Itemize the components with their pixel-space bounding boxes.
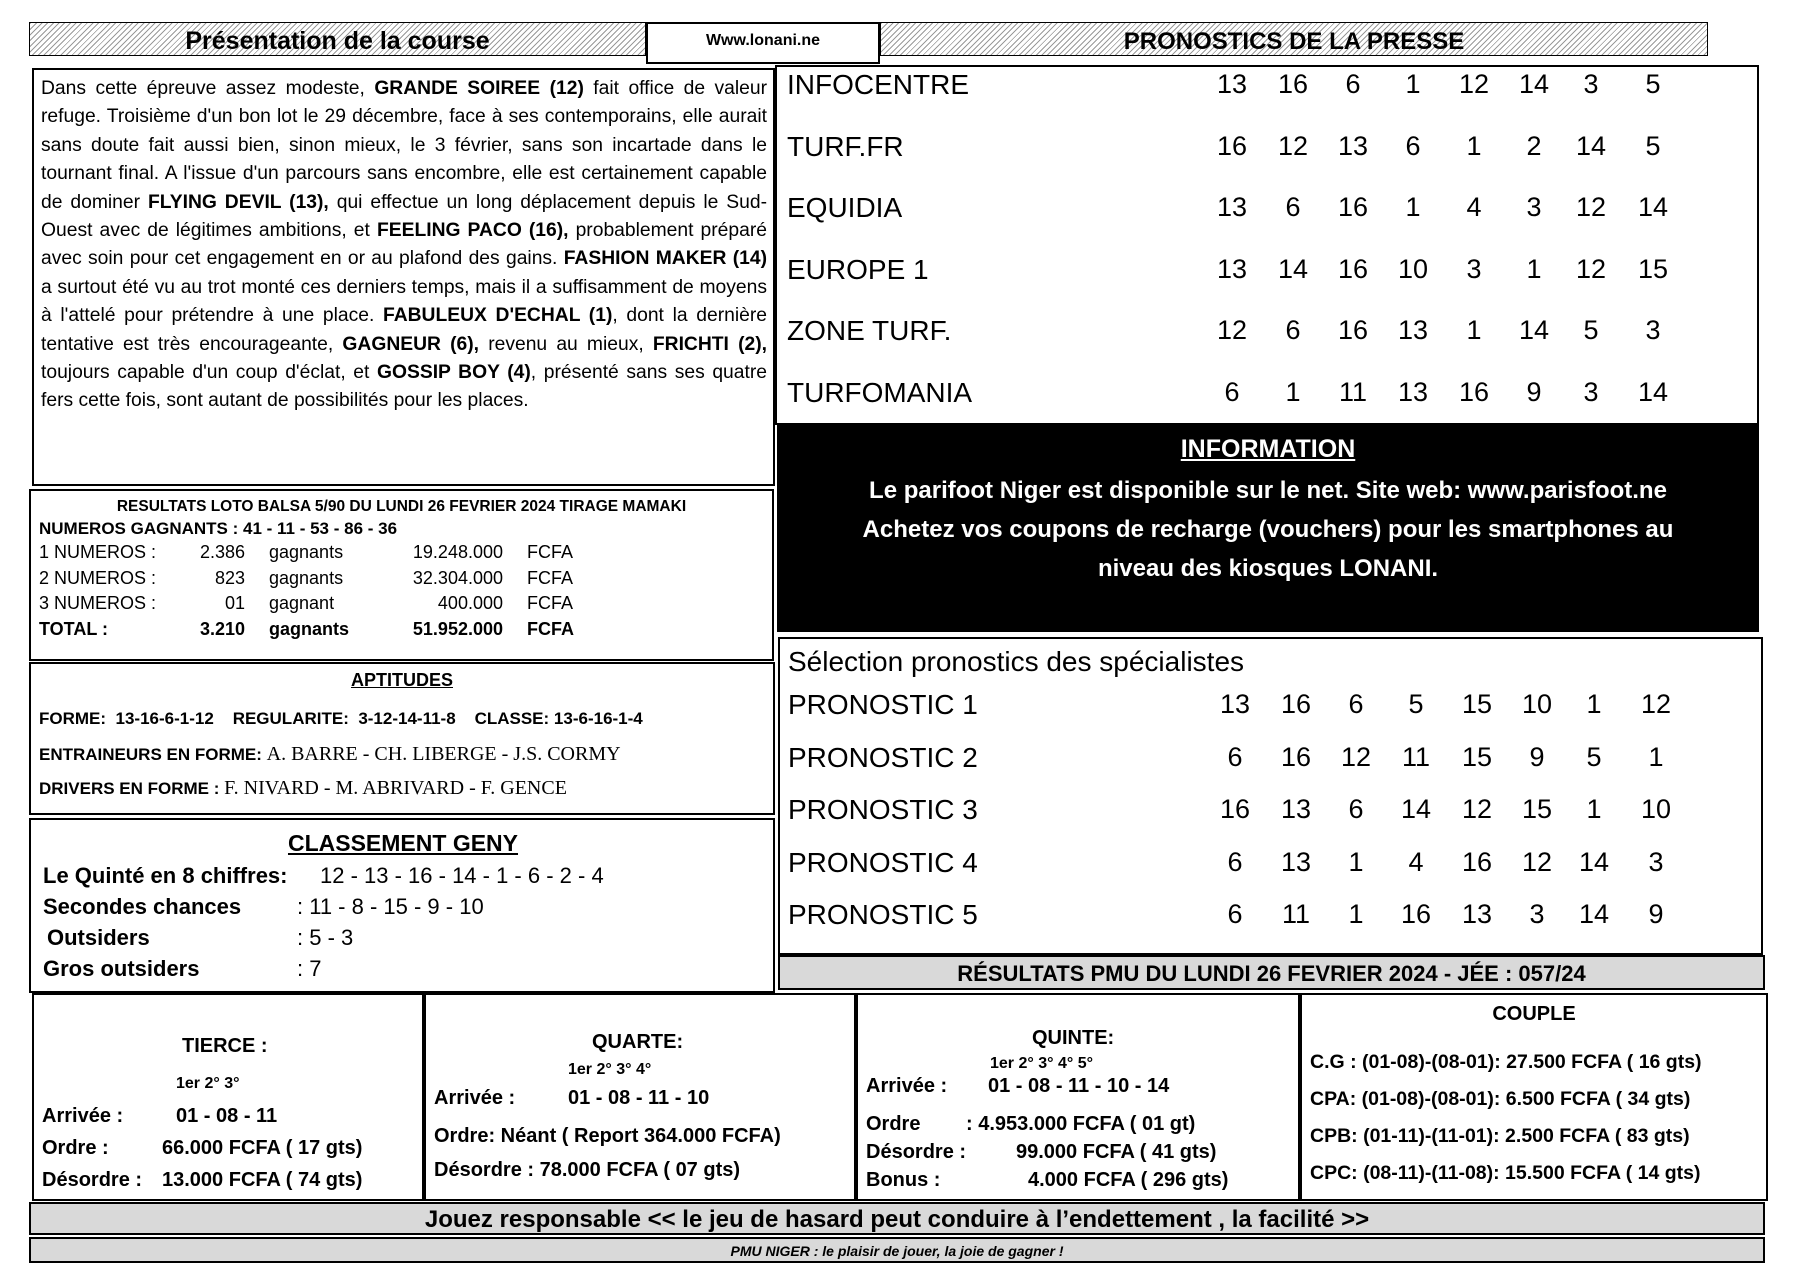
loto-row-count: 3.210 bbox=[199, 618, 245, 639]
horse-name: GOSSIP BOY (4) bbox=[376, 362, 531, 384]
press-number: 3 bbox=[1526, 192, 1542, 222]
press-number: 12 bbox=[1575, 253, 1607, 284]
selection-pronostic-name: PRONOSTIC 2 bbox=[788, 741, 978, 773]
selection-number: 12 bbox=[1521, 846, 1553, 877]
press-number: 12 bbox=[1216, 315, 1248, 345]
classement-geny bbox=[29, 818, 775, 993]
loto-results bbox=[29, 489, 774, 661]
press-number: 16 bbox=[1337, 315, 1369, 345]
loto-row-word: gagnants bbox=[269, 618, 350, 639]
classe-value: 13-6-16-1-4 bbox=[553, 709, 643, 728]
press-number: 4 bbox=[1466, 192, 1482, 222]
aptitudes-title: APTITUDES bbox=[350, 670, 453, 690]
loto-row-amount: 19.248.000 bbox=[412, 542, 503, 562]
quinte-bonus-label: Bonus : bbox=[866, 1169, 941, 1191]
selection-number: 14 bbox=[1578, 899, 1610, 929]
press-number: 1 bbox=[1405, 192, 1421, 222]
press-number: 5 bbox=[1645, 130, 1661, 161]
horse-name: FRICHTI (2), bbox=[652, 333, 767, 355]
footer-slogan: PMU NIGER : le plaisir de jouer, la joie de gagner ! bbox=[29, 1237, 1765, 1263]
selection-number: 1 bbox=[1586, 794, 1602, 824]
presentation-text bbox=[41, 75, 767, 416]
couple-box bbox=[1300, 993, 1768, 1201]
selection-number: 6 bbox=[1348, 794, 1364, 824]
quinte-desordre-label: Désordre : bbox=[866, 1141, 967, 1163]
press-row bbox=[777, 252, 1757, 302]
press-source-name: TURF.FR bbox=[787, 130, 904, 162]
presentation-segment: qui effectue un long déplacement depuis le Sud-Ouest avec de légitimes ambitions, et bbox=[41, 191, 767, 242]
selection-number: 14 bbox=[1400, 794, 1432, 824]
regularite-value: 3-12-14-11-8 bbox=[358, 709, 456, 728]
press-number: 3 bbox=[1583, 69, 1599, 99]
couple-row: CPA: (01-08)-(08-01): 6.500 FCFA ( 34 gts) bbox=[1310, 1088, 1691, 1110]
press-number: 16 bbox=[1277, 69, 1309, 99]
forme-label: FORME: bbox=[39, 709, 107, 728]
presentation-header bbox=[29, 22, 646, 56]
selection-number: 16 bbox=[1400, 899, 1432, 929]
press-row bbox=[777, 129, 1757, 179]
selection-number: 10 bbox=[1640, 794, 1672, 824]
selection-number: 16 bbox=[1280, 741, 1312, 772]
press-source-name: INFOCENTRE bbox=[787, 69, 969, 100]
press-number: 10 bbox=[1397, 253, 1429, 284]
selection-row bbox=[780, 794, 1761, 842]
classement-value: 12 - 13 - 16 - 14 - 1 - 6 - 2 - 4 bbox=[320, 863, 604, 888]
quinte-box bbox=[856, 993, 1300, 1201]
press-number: 6 bbox=[1285, 192, 1301, 222]
tierce-arrivee-label: Arrivée : bbox=[42, 1105, 124, 1127]
forme-value: 13-16-6-1-12 bbox=[115, 709, 214, 728]
press-number: 13 bbox=[1216, 192, 1248, 222]
press-number: 13 bbox=[1397, 315, 1429, 345]
quinte-title: QUINTE: bbox=[1032, 1027, 1115, 1049]
selection-number: 12 bbox=[1461, 794, 1493, 824]
presentation-segment: revenu au mieux, bbox=[479, 333, 653, 355]
information-box bbox=[777, 425, 1759, 632]
loto-row-word: gagnants bbox=[269, 567, 344, 588]
tierce-title: TIERCE : bbox=[182, 1035, 268, 1057]
presentation-segment: probablement préparé avec soin pour cet engagement en or au plafond des gains. bbox=[41, 220, 767, 270]
selection-number: 5 bbox=[1586, 741, 1602, 772]
selection-row bbox=[780, 689, 1761, 737]
selection-pronostic-name: PRONOSTIC 1 bbox=[788, 689, 978, 720]
selection-pronostic-name: PRONOSTIC 5 bbox=[788, 899, 978, 930]
press-number: 16 bbox=[1216, 130, 1248, 161]
selection-number: 11 bbox=[1281, 899, 1311, 929]
press-number: 12 bbox=[1575, 192, 1607, 222]
classement-label: Secondes chances bbox=[43, 894, 242, 919]
selection-number: 15 bbox=[1461, 689, 1493, 719]
selection-number: 14 bbox=[1578, 846, 1610, 877]
classement-value: : 5 - 3 bbox=[297, 925, 354, 950]
press-number: 6 bbox=[1405, 130, 1421, 161]
quarte-places: 1er 2° 3° 4° bbox=[568, 1061, 652, 1078]
couple-row: C.G : (01-08)-(08-01): 27.500 FCFA ( 16 gts) bbox=[1310, 1051, 1702, 1073]
loto-row bbox=[39, 542, 764, 568]
press-number: 1 bbox=[1466, 315, 1482, 345]
selection-number: 4 bbox=[1408, 846, 1424, 877]
loto-row bbox=[39, 568, 764, 594]
press-source-name: TURFOMANIA bbox=[787, 376, 973, 408]
loto-row-label: 2 NUMEROS : bbox=[39, 567, 157, 588]
drivers-label: DRIVERS EN FORME : bbox=[39, 779, 220, 798]
presentation-segment: , dont la dernière tentative est très encourageante, bbox=[41, 305, 767, 355]
drivers-value: F. NIVARD - M. ABRIVARD - F. GENCE bbox=[224, 777, 567, 799]
tierce-ordre: 66.000 FCFA ( 17 gts) bbox=[162, 1137, 363, 1159]
selection-number: 6 bbox=[1227, 899, 1243, 929]
selection-number: 16 bbox=[1280, 689, 1312, 719]
loto-row-currency: FCFA bbox=[527, 542, 574, 562]
aptitudes-box bbox=[29, 662, 775, 815]
loto-row-word: gagnants bbox=[269, 542, 344, 562]
quarte-title: QUARTE: bbox=[592, 1031, 684, 1053]
quinte-desordre: 99.000 FCFA ( 41 gts) bbox=[1016, 1141, 1217, 1163]
press-row bbox=[777, 190, 1757, 240]
selection-number: 10 bbox=[1521, 689, 1553, 719]
press-number: 13 bbox=[1216, 69, 1248, 99]
quarte-desordre: Désordre : 78.000 FCFA ( 07 gts) bbox=[434, 1159, 741, 1181]
selection-number: 13 bbox=[1219, 689, 1251, 719]
selection-number: 1 bbox=[1348, 899, 1364, 929]
press-number: 14 bbox=[1518, 69, 1550, 99]
selection-row bbox=[780, 742, 1761, 790]
selection-number: 12 bbox=[1640, 689, 1672, 719]
quinte-arrivee-label: Arrivée : bbox=[866, 1075, 948, 1097]
information-line: Le parifoot Niger est disponible sur le net. Site web: www.parisfoot.ne bbox=[869, 477, 1667, 504]
information-title: INFORMATION bbox=[1180, 435, 1356, 463]
selection-number: 1 bbox=[1586, 689, 1602, 719]
site-label: Www.lonani.ne bbox=[646, 22, 880, 64]
quarte-arrivee: 01 - 08 - 11 - 10 bbox=[568, 1087, 710, 1109]
quinte-places: 1er 2° 3° 4° 5° bbox=[990, 1055, 1093, 1072]
classement-row bbox=[43, 925, 763, 956]
information-line: niveau des kiosques LONANI. bbox=[1097, 555, 1439, 582]
classement-row bbox=[43, 894, 763, 925]
loto-row-amount: 51.952.000 bbox=[412, 618, 503, 639]
horse-name: GAGNEUR (6), bbox=[342, 333, 480, 355]
classement-row bbox=[43, 956, 763, 987]
press-source-name: EQUIDIA bbox=[787, 192, 903, 223]
information-line: Achetez vos coupons de recharge (vouchers) pour les smartphones au bbox=[862, 516, 1674, 543]
press-number: 3 bbox=[1466, 253, 1482, 284]
presentation-title: Présentation de la course bbox=[185, 27, 490, 55]
loto-row-currency: FCFA bbox=[527, 618, 574, 639]
selection-number: 15 bbox=[1521, 794, 1553, 824]
tierce-desordre: 13.000 FCFA ( 74 gts) bbox=[162, 1169, 363, 1191]
selection-number: 13 bbox=[1280, 794, 1312, 824]
quinte-arrivee: 01 - 08 - 11 - 10 - 14 bbox=[988, 1075, 1170, 1097]
press-source-name: EUROPE 1 bbox=[787, 253, 929, 285]
quarte-ordre: Ordre: Néant ( Report 364.000 FCFA) bbox=[434, 1125, 781, 1147]
presentation-segment: fait office de valeur refuge. Troisième d'un bon lot le 29 décembre, face à ses contemporains, elle aurait sans doute fait aussi bien, sinon mieux, le 3 février, sans son incartade dans le tournant final. A l'issue d'un parcours sans encombre, elle est certainement capable de dominer bbox=[41, 78, 768, 213]
press-number: 13 bbox=[1216, 253, 1248, 284]
selection-pronostic-name: PRONOSTIC 3 bbox=[788, 794, 978, 825]
press-source-name: ZONE TURF. bbox=[787, 315, 952, 346]
press-number: 1 bbox=[1466, 130, 1482, 161]
press-number: 12 bbox=[1458, 69, 1490, 99]
press-number: 5 bbox=[1645, 69, 1661, 99]
press-number: 3 bbox=[1645, 315, 1661, 345]
horse-name: FASHION MAKER (14) bbox=[563, 248, 767, 270]
pmu-results-bar: RÉSULTATS PMU DU LUNDI 26 FEVRIER 2024 - JÉE : 057/24 bbox=[778, 955, 1765, 990]
press-row bbox=[777, 313, 1757, 363]
press-number: 14 bbox=[1637, 376, 1669, 407]
press-number: 13 bbox=[1337, 130, 1369, 161]
loto-row-currency: FCFA bbox=[527, 567, 574, 588]
selection-number: 9 bbox=[1648, 899, 1664, 929]
selection-number: 13 bbox=[1461, 899, 1493, 929]
classement-row bbox=[43, 863, 763, 894]
press-number: 3 bbox=[1583, 376, 1599, 407]
selection-number: 11 bbox=[1401, 741, 1431, 772]
press-number: 1 bbox=[1526, 253, 1542, 284]
loto-title: RESULTATS LOTO BALSA 5/90 DU LUNDI 26 FEVRIER 2024 TIRAGE MAMAKI bbox=[116, 498, 687, 515]
presentation-segment: , présenté sans ses quatre fers cette fois, sont autant de possibilités pour les places. bbox=[41, 362, 767, 412]
entraineurs-label: ENTRAINEURS EN FORME: bbox=[39, 745, 262, 764]
classement-label: Gros outsiders bbox=[43, 956, 200, 981]
loto-row bbox=[39, 593, 764, 619]
selection-title: Sélection pronostics des spécialistes bbox=[788, 646, 1245, 677]
selection-number: 6 bbox=[1227, 741, 1243, 772]
press-number: 14 bbox=[1637, 192, 1669, 222]
classement-label: Outsiders bbox=[47, 925, 150, 950]
press-number: 14 bbox=[1277, 253, 1309, 284]
classement-label: Le Quinté en 8 chiffres: bbox=[43, 863, 288, 888]
aptitudes-entraineurs-line bbox=[39, 743, 765, 777]
selection-number: 13 bbox=[1280, 846, 1312, 877]
selection-row bbox=[780, 899, 1761, 947]
press-row bbox=[777, 67, 1757, 117]
presentation-segment: Dans cette épreuve assez modeste, bbox=[41, 78, 375, 99]
press-number: 15 bbox=[1637, 253, 1669, 284]
classement-title: CLASSEMENT GENY bbox=[287, 830, 519, 856]
horse-name: FABULEUX D'ECHAL (1) bbox=[382, 305, 613, 327]
loto-row-count: 01 bbox=[224, 593, 245, 613]
loto-row-amount: 400.000 bbox=[437, 593, 503, 613]
press-number: 11 bbox=[1338, 376, 1368, 407]
selection-number: 6 bbox=[1348, 689, 1364, 719]
press-number: 16 bbox=[1458, 376, 1490, 407]
press-number: 16 bbox=[1337, 253, 1369, 284]
loto-row-label: TOTAL : bbox=[39, 618, 108, 639]
press-number: 6 bbox=[1224, 376, 1240, 407]
selection-number: 3 bbox=[1529, 899, 1545, 929]
press-number: 14 bbox=[1575, 130, 1607, 161]
selection-number: 12 bbox=[1340, 741, 1372, 772]
press-number: 14 bbox=[1518, 315, 1550, 345]
quarte-box bbox=[424, 993, 856, 1201]
loto-rows bbox=[39, 542, 764, 644]
tierce-box bbox=[32, 993, 424, 1201]
quinte-ordre-label: Ordre bbox=[866, 1113, 921, 1135]
tierce-desordre-label: Désordre : bbox=[42, 1169, 143, 1191]
loto-row-amount: 32.304.000 bbox=[412, 567, 503, 588]
loto-row-word: gagnant bbox=[269, 593, 335, 613]
press-number: 5 bbox=[1583, 315, 1599, 345]
quinte-bonus: 4.000 FCFA ( 296 gts) bbox=[1028, 1169, 1229, 1191]
loto-row-label: 1 NUMEROS : bbox=[39, 542, 157, 562]
press-number: 13 bbox=[1397, 376, 1429, 407]
selection-number: 9 bbox=[1529, 741, 1545, 772]
selection-row bbox=[780, 847, 1761, 895]
aptitudes-drivers-line bbox=[39, 777, 765, 811]
horse-name: FEELING PACO (16), bbox=[376, 220, 569, 242]
loto-row-currency: FCFA bbox=[527, 593, 574, 613]
selection-number: 16 bbox=[1461, 846, 1493, 877]
press-number: 6 bbox=[1285, 315, 1301, 345]
couple-title: COUPLE bbox=[1492, 1003, 1576, 1025]
entraineurs-value: A. BARRE - CH. LIBERGE - J.S. CORMY bbox=[266, 743, 621, 765]
selection-number: 3 bbox=[1648, 846, 1664, 877]
selection-number: 6 bbox=[1227, 846, 1243, 877]
press-number: 1 bbox=[1285, 376, 1301, 407]
press-row bbox=[777, 375, 1757, 425]
press-number: 6 bbox=[1345, 69, 1361, 99]
press-number: 12 bbox=[1277, 130, 1309, 161]
selection-pronostic-name: PRONOSTIC 4 bbox=[788, 846, 978, 878]
quarte-arrivee-label: Arrivée : bbox=[434, 1087, 516, 1109]
loto-row-count: 823 bbox=[214, 567, 245, 588]
regularite-label: REGULARITE: bbox=[232, 709, 349, 728]
horse-name: GRANDE SOIREE (12) bbox=[374, 78, 584, 99]
loto-winning-numbers: NUMEROS GAGNANTS : 41 - 11 - 53 - 86 - 36 bbox=[39, 519, 398, 538]
aptitudes-forme-line bbox=[39, 709, 765, 743]
selection-number: 16 bbox=[1219, 794, 1251, 824]
selection-number: 1 bbox=[1648, 741, 1664, 772]
press-title: PRONOSTICS DE LA PRESSE bbox=[1123, 28, 1465, 55]
tierce-ordre-label: Ordre : bbox=[42, 1137, 109, 1159]
classement-value: : 7 bbox=[297, 956, 322, 981]
classe-label: CLASSE: bbox=[474, 709, 550, 728]
tierce-arrivee: 01 - 08 - 11 bbox=[176, 1105, 278, 1127]
responsible-gaming-message: Jouez responsable << le jeu de hasard peut conduire à l’endettement , la facilité >> bbox=[29, 1202, 1765, 1235]
presentation-segment: toujours capable d'un coup d'éclat, et bbox=[41, 362, 377, 384]
press-header bbox=[880, 22, 1708, 56]
selection-number: 5 bbox=[1408, 689, 1424, 719]
loto-row bbox=[39, 619, 764, 645]
presentation-segment: a surtout été vu au trot monté ces derniers temps, mais il a suffisamment de moyens à l'attelé pour prétendre à une place. bbox=[41, 276, 767, 327]
presentation-box bbox=[32, 68, 775, 486]
loto-row-label: 3 NUMEROS : bbox=[39, 593, 157, 613]
selection-number: 1 bbox=[1348, 846, 1364, 877]
press-number: 9 bbox=[1526, 376, 1542, 407]
couple-row: CPC: (08-11)-(11-08): 15.500 FCFA ( 14 gts) bbox=[1310, 1162, 1701, 1184]
press-number: 2 bbox=[1526, 130, 1542, 161]
press-number: 1 bbox=[1405, 69, 1421, 99]
tierce-places: 1er 2° 3° bbox=[176, 1075, 240, 1092]
loto-row-count: 2.386 bbox=[199, 542, 245, 562]
press-pronostics bbox=[775, 65, 1759, 425]
specialist-selection bbox=[778, 637, 1763, 955]
quinte-ordre: : 4.953.000 FCFA ( 01 gt) bbox=[966, 1113, 1196, 1135]
classement-value: : 11 - 8 - 15 - 9 - 10 bbox=[297, 894, 484, 919]
press-number: 16 bbox=[1337, 192, 1369, 222]
couple-row: CPB: (01-11)-(11-01): 2.500 FCFA ( 83 gts) bbox=[1310, 1125, 1690, 1147]
selection-number: 15 bbox=[1461, 741, 1493, 772]
horse-name: FLYING DEVIL (13), bbox=[147, 191, 329, 213]
